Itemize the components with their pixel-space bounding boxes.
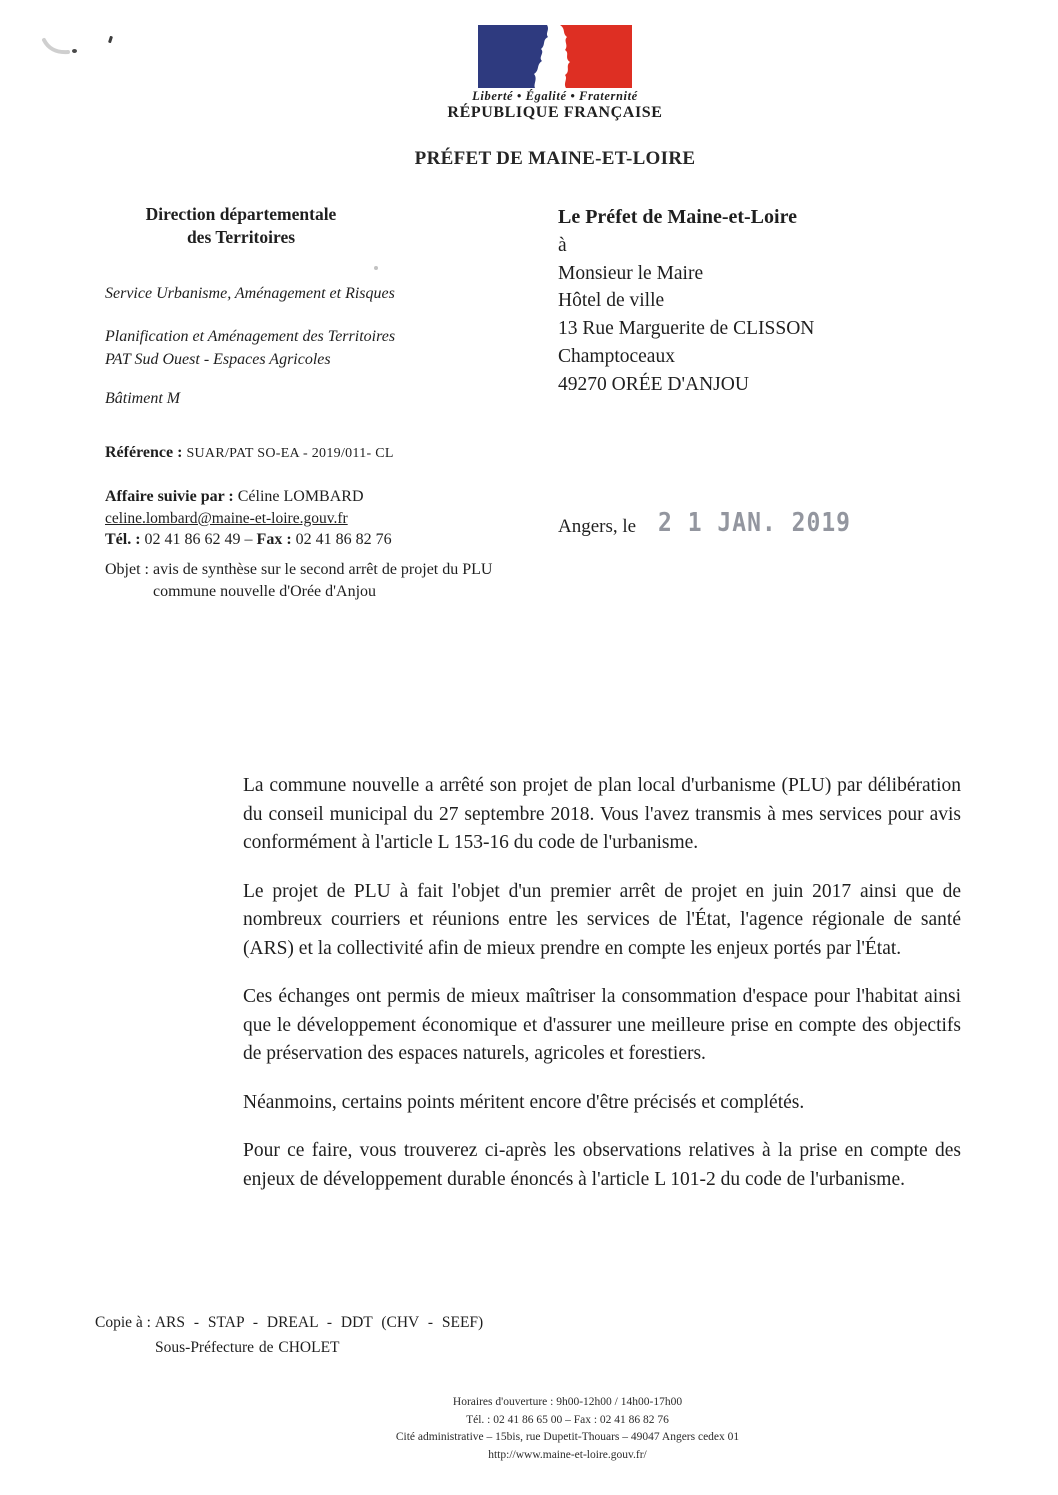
planification-line-2: PAT Sud Ouest - Espaces Agricoles	[105, 351, 331, 368]
affaire-line	[105, 488, 364, 506]
objet-block	[105, 559, 492, 603]
flag-red-block	[556, 25, 632, 88]
sender-from-title: Le Préfet de Maine-et-Loire	[558, 206, 797, 228]
direction-heading	[107, 203, 375, 249]
fax-value: 02 41 86 82 76	[295, 531, 392, 548]
objet-text-1: avis de synthèse sur le second arrêt de projet du PLU	[153, 561, 493, 578]
body-paragraph: Le projet de PLU à fait l'objet d'un premier arrêt de projet en juin 2017 ainsi que de nombreux courriers et réunions entre les services de l'État, l'agence régionale de santé (ARS) et la collectivité afin de mieux prendre en compte les enjeux portés par l'État.	[243, 880, 961, 959]
copy-label: Copie à :	[95, 1314, 151, 1331]
body-paragraph: Ces échanges ont permis de mieux maîtriser la consommation d'espace pour l'habitat ainsi que le développement économique et d'assurer une meilleure prise en compte des objectifs de préservation des espaces naturels, agricoles et forestiers.	[243, 986, 961, 1064]
affaire-label: Affaire suivie par :	[105, 488, 234, 505]
dateline-place: Angers, le	[558, 516, 637, 537]
separator: –	[244, 531, 253, 548]
recipient-line: Hôtel de ville	[558, 290, 665, 312]
recipient-line: 49270 ORÉE D'ANJOU	[558, 373, 749, 395]
prefet-title: PRÉFET DE MAINE-ET-LOIRE	[414, 148, 696, 169]
footer-hours: Horaires d'ouverture : 9h00-12h00 / 14h00-17h00	[452, 1396, 683, 1408]
republic-name: RÉPUBLIQUE FRANÇAISE	[447, 104, 663, 121]
planification-line-1: Planification et Aménagement des Territoires	[105, 328, 396, 345]
reference-value: SUAR/PAT SO-EA - 2019/011- CL	[186, 446, 394, 461]
phone-line	[105, 531, 392, 549]
copy-block	[95, 1310, 483, 1360]
recipient-line: Monsieur le Maire	[558, 262, 704, 284]
copy-recipients: ARS - STAP - DREAL - DDT (CHV - SEEF)	[154, 1314, 484, 1331]
masthead	[305, 25, 805, 170]
dateline	[558, 508, 852, 538]
scan-artifact	[40, 34, 82, 60]
recipient-line: 13 Rue Marguerite de CLISSON	[558, 318, 815, 340]
objet-label: Objet :	[105, 561, 149, 578]
tel-label: Tél. :	[105, 531, 141, 548]
date-stamp: 2 1 JAN. 2019	[658, 508, 852, 538]
recipient-line: Champtoceaux	[558, 345, 675, 367]
reference-line	[105, 444, 394, 462]
planification-lines	[105, 325, 395, 371]
letter-body	[243, 772, 961, 1214]
page-footer	[75, 1394, 1058, 1464]
footer-url: http://www.maine-et-loire.gouv.fr/	[488, 1448, 647, 1461]
objet-line-1	[105, 559, 492, 581]
motto-text: Liberté • Égalité • Fraternité	[472, 89, 638, 103]
footer-address: Cité administrative – 15bis, rue Dupetit-Thouars – 49047 Angers cedex 01	[395, 1431, 740, 1443]
copy-line-1	[95, 1310, 483, 1335]
tel-value: 02 41 86 62 49	[144, 531, 241, 548]
direction-line-2: des Territoires	[186, 227, 296, 247]
scan-artifact	[374, 266, 378, 270]
body-paragraph: Pour ce faire, vous trouverez ci-après les observations relatives à la prise en compte des enjeux de développement durable énoncés à l'article L 101-2 du code de l'urbanisme.	[243, 1140, 961, 1190]
affaire-value: Céline LOMBARD	[237, 488, 364, 505]
fax-label: Fax :	[256, 531, 292, 548]
batiment-line: Bâtiment M	[105, 390, 181, 407]
direction-line-1: Direction départementale	[145, 204, 337, 224]
body-paragraph: La commune nouvelle a arrêté son projet de plan local d'urbanisme (PLU) par délibération du conseil municipal du 27 septembre 2018. Vous l'avez transmis à mes services pour avis conformément à l'article L 153-16 du code de l'urbanisme.	[243, 775, 961, 853]
copy-line-2: Sous-Préfecture de CHOLET	[155, 1339, 340, 1356]
reference-label: Référence :	[105, 444, 183, 461]
recipient-block	[558, 204, 814, 399]
scan-artifact	[108, 36, 113, 44]
email-address: celine.lombard@maine-et-loire.gouv.fr	[105, 510, 348, 527]
marianne-logo	[478, 25, 632, 88]
recipient-a: à	[558, 234, 567, 256]
service-line: Service Urbanisme, Aménagement et Risques	[105, 285, 395, 302]
objet-text-2: commune nouvelle d'Orée d'Anjou	[153, 583, 377, 600]
footer-phone: Tél. : 02 41 86 65 00 – Fax : 02 41 86 82 76	[466, 1413, 669, 1426]
body-paragraph: Néanmoins, certains points méritent encore d'être précisés et complétés.	[243, 1091, 805, 1113]
scan-artifact	[72, 49, 77, 53]
